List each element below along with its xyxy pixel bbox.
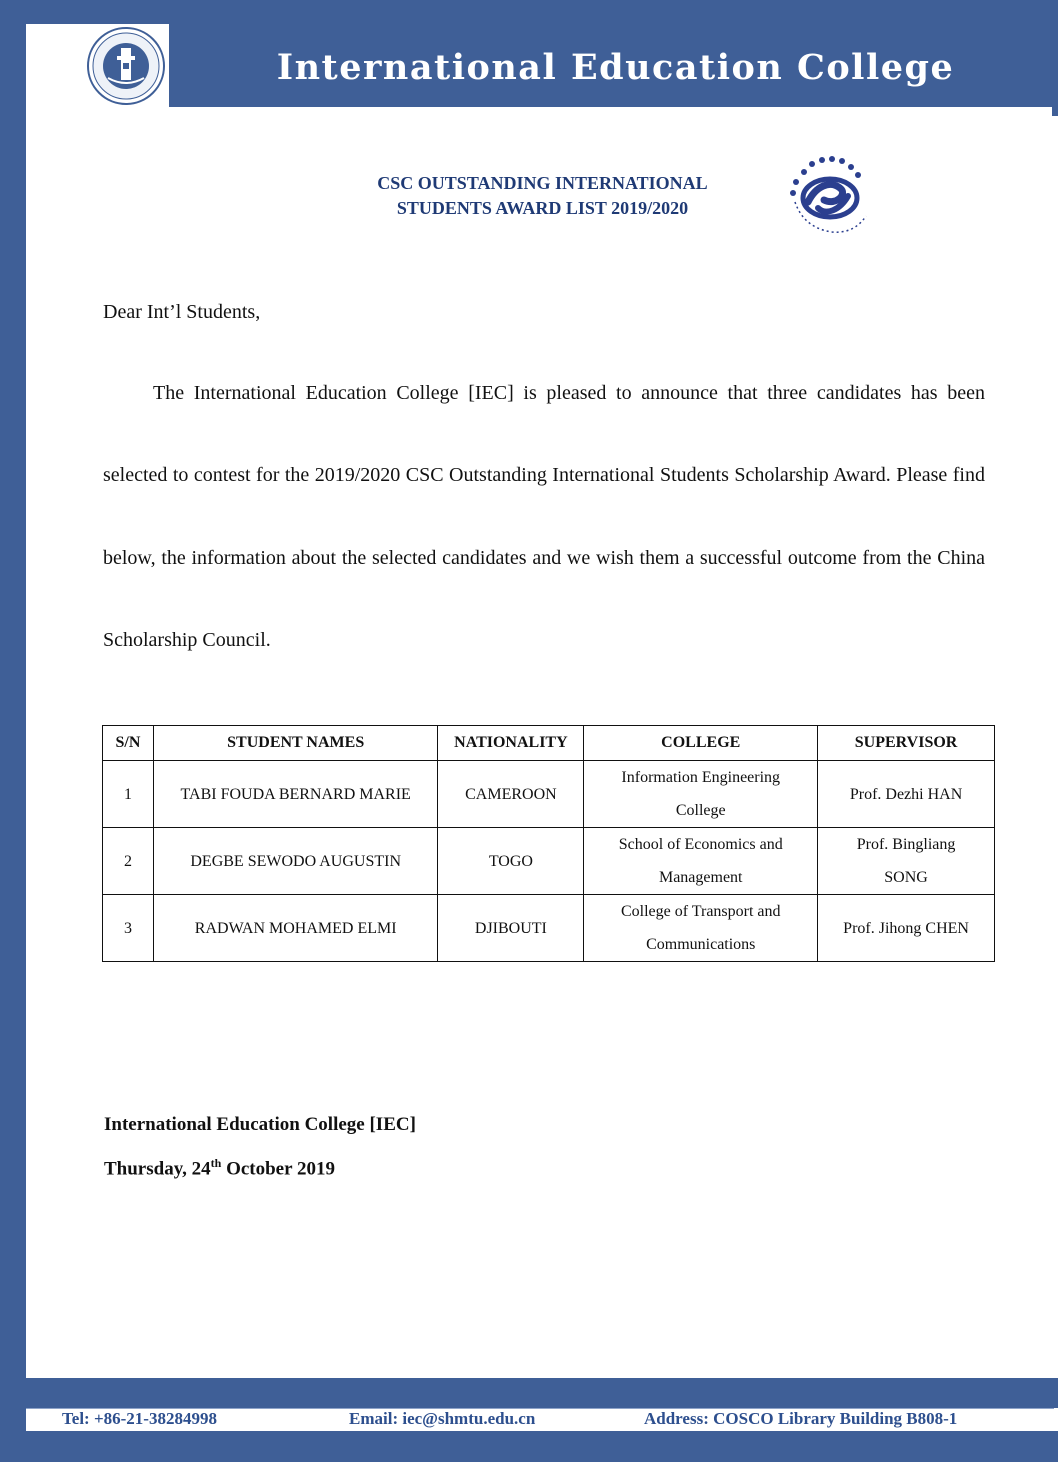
table-row xyxy=(103,828,995,895)
date-prefix: Thursday, 24 xyxy=(104,1158,211,1180)
column-header-college: COLLEGE xyxy=(584,726,818,761)
document-title xyxy=(330,171,755,221)
column-header-sn: S/N xyxy=(103,726,154,761)
footer-tel: Tel: +86-21-38284998 xyxy=(62,1409,217,1428)
university-seal-icon xyxy=(86,26,166,106)
column-header-nationality: NATIONALITY xyxy=(438,726,584,761)
cell-nationality: DJIBOUTI xyxy=(438,895,584,962)
frame-left-border xyxy=(0,0,26,1462)
footer-address: Address: COSCO Library Building B808-1 xyxy=(644,1409,958,1428)
cell-student-name: RADWAN MOHAMED ELMI xyxy=(153,895,437,962)
column-header-supervisor: SUPERVISOR xyxy=(818,726,995,761)
document-title-line-1: CSC OUTSTANDING INTERNATIONAL xyxy=(377,173,708,193)
cell-college: School of Economics and Management xyxy=(584,828,818,895)
footer-band-bottom xyxy=(0,1431,1058,1462)
header-band xyxy=(169,24,1052,107)
cell-student-name: DEGBE SEWODO AUGUSTIN xyxy=(153,828,437,895)
signature-org: International Education College [IEC] xyxy=(104,1114,416,1135)
date-ordinal: th xyxy=(210,1156,222,1170)
cell-sn: 2 xyxy=(103,828,154,895)
announcement-paragraph: The International Education College [IEC] is pleased to announce that three candidates has been selected to contest for the 2019/2020 CSC Outstanding International Students Scholarship Award. Please find below, the information about the selected candidates and we wish them a successful outcome from the China Scholarship Council. xyxy=(103,382,985,651)
cell-nationality: CAMEROON xyxy=(438,761,584,828)
cell-nationality: TOGO xyxy=(438,828,584,895)
china-scholarship-council-logo-icon xyxy=(778,150,878,245)
award-table xyxy=(102,725,995,962)
date-suffix: October 2019 xyxy=(221,1158,335,1180)
cell-college: College of Transport and Communications xyxy=(584,895,818,962)
signature-date xyxy=(104,1156,335,1180)
cell-student-name: TABI FOUDA BERNARD MARIE xyxy=(153,761,437,828)
document-title-line-2: STUDENTS AWARD LIST 2019/2020 xyxy=(396,198,689,218)
frame-right-border xyxy=(1052,0,1058,116)
header-frame-top xyxy=(0,0,1058,24)
footer-band xyxy=(0,1378,1058,1408)
table-row xyxy=(103,761,995,828)
table-header-row xyxy=(103,726,995,761)
cell-supervisor: Prof. Dezhi HAN xyxy=(818,761,995,828)
column-header-student-names: STUDENT NAMES xyxy=(153,726,437,761)
cell-supervisor: Prof. Bingliang SONG xyxy=(818,828,995,895)
page-title: International Education College xyxy=(276,47,955,88)
cell-sn: 3 xyxy=(103,895,154,962)
table-row xyxy=(103,895,995,962)
footer-email: Email: iec@shmtu.edu.cn xyxy=(349,1409,536,1428)
cell-college: Information Engineering College xyxy=(584,761,818,828)
cell-supervisor: Prof. Jihong CHEN xyxy=(818,895,995,962)
greeting: Dear Int’l Students, xyxy=(103,301,261,323)
college-logo xyxy=(83,24,169,107)
cell-sn: 1 xyxy=(103,761,154,828)
